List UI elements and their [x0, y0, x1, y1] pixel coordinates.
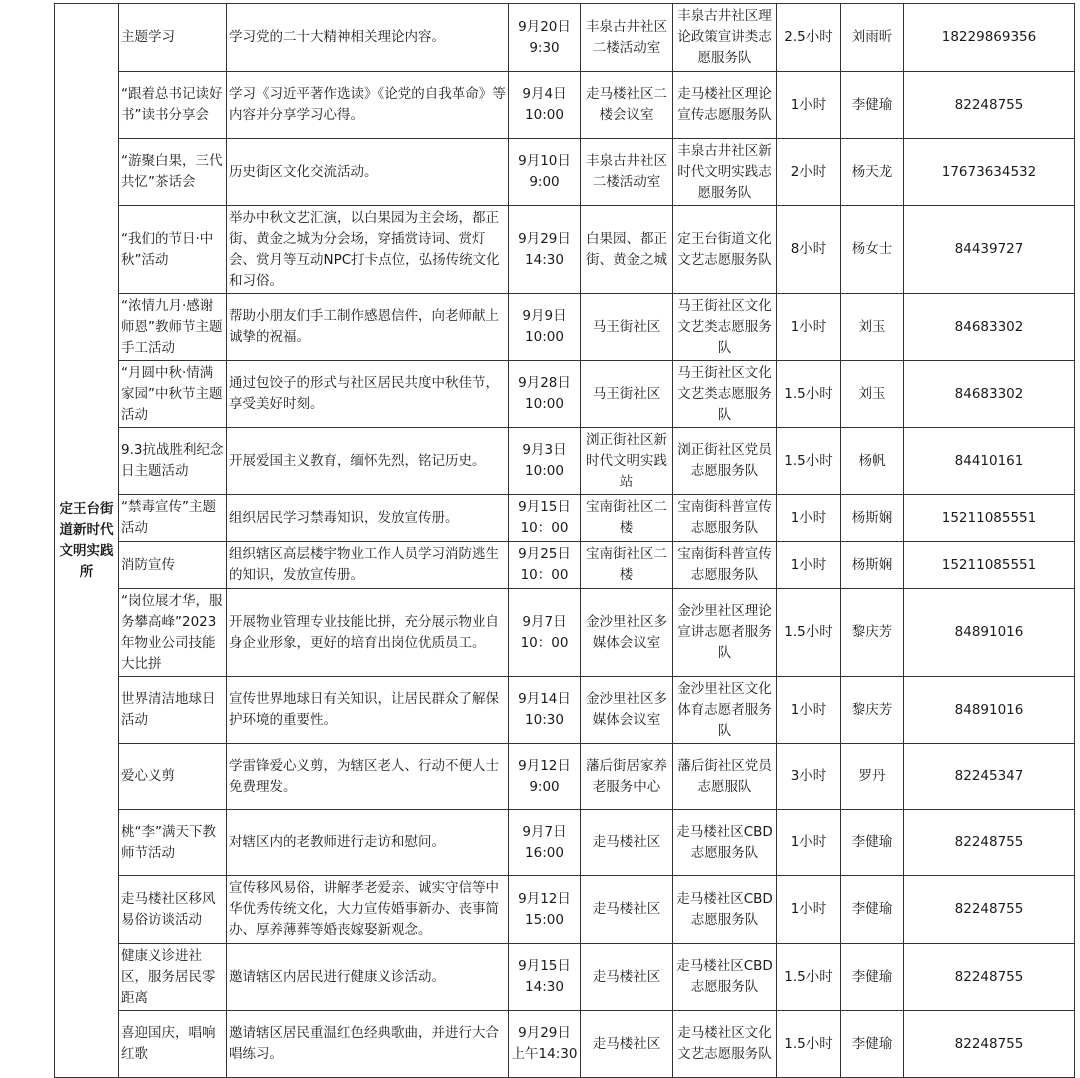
- volunteer-team: 丰泉古井社区理论政策宣讲类志愿服务队: [673, 4, 777, 72]
- activity-time: 9月7日 16:00: [509, 810, 581, 876]
- activity-duration: 8小时: [777, 206, 841, 294]
- activity-place: 走马楼社区二楼会议室: [581, 72, 673, 139]
- activity-title: 爱心义剪: [119, 744, 227, 810]
- contact-person: 罗丹: [841, 744, 904, 810]
- activity-place: 马王街社区: [581, 361, 673, 428]
- contact-person: 刘玉: [841, 294, 904, 361]
- activity-title: 健康义诊进社区，服务居民零距离: [119, 944, 227, 1011]
- activity-place: 丰泉古井社区二楼活动室: [581, 4, 673, 72]
- activity-time: 9月12日 9:00: [509, 744, 581, 810]
- activity-duration: 1小时: [777, 294, 841, 361]
- table-row: [55, 495, 1075, 542]
- volunteer-team: 浏正街社区党员志愿服务队: [673, 428, 777, 495]
- table-row: [55, 810, 1075, 876]
- table-row: [55, 744, 1075, 810]
- volunteer-team: 马王街社区文化文艺类志愿服务队: [673, 361, 777, 428]
- contact-person: 李健瑜: [841, 876, 904, 944]
- activity-duration: 1小时: [777, 542, 841, 589]
- activity-place: 走马楼社区: [581, 1011, 673, 1078]
- activity-description: 历史街区文化交流活动。: [227, 139, 509, 206]
- activity-title: 9.3抗战胜利纪念日主题活动: [119, 428, 227, 495]
- activity-place: 马王街社区: [581, 294, 673, 361]
- activity-time: 9月15日 10：00: [509, 495, 581, 542]
- activity-time: 9月25日 10：00: [509, 542, 581, 589]
- activity-description: 通过包饺子的形式与社区居民共度中秋佳节，享受美好时刻。: [227, 361, 509, 428]
- activity-schedule-table: [54, 3, 1075, 1078]
- activity-duration: 1.5小时: [777, 361, 841, 428]
- activity-description: 组织居民学习禁毒知识，发放宣传册。: [227, 495, 509, 542]
- volunteer-team: 定王台街道文化文艺志愿服务队: [673, 206, 777, 294]
- activity-time: 9月9日 10:00: [509, 294, 581, 361]
- activity-title: “岗位展才华，服务攀高峰”2023年物业公司技能大比拼: [119, 589, 227, 677]
- table-row: [55, 72, 1075, 139]
- activity-place: 浏正街社区新时代文明实践站: [581, 428, 673, 495]
- volunteer-team: 金沙里社区理论宣讲志愿者服务队: [673, 589, 777, 677]
- contact-phone: 82245347: [904, 744, 1075, 810]
- contact-person: 杨帆: [841, 428, 904, 495]
- activity-title: “月圆中秋·情满家园”中秋节主题活动: [119, 361, 227, 428]
- activity-place: 白果园、都正街、黄金之城: [581, 206, 673, 294]
- activity-title: “浓情九月·感谢师恩”教师节主题手工活动: [119, 294, 227, 361]
- contact-phone: 84891016: [904, 677, 1075, 744]
- volunteer-team: 宝南街科普宣传志愿服务队: [673, 495, 777, 542]
- volunteer-team: 走马楼社区CBD志愿服务队: [673, 944, 777, 1011]
- activity-title: 主题学习: [119, 4, 227, 72]
- activity-time: 9月15日 14:30: [509, 944, 581, 1011]
- activity-duration: 1.5小时: [777, 1011, 841, 1078]
- contact-person: 李健瑜: [841, 1011, 904, 1078]
- activity-time: 9月20日 9:30: [509, 4, 581, 72]
- activity-title: “我们的节日·中秋”活动: [119, 206, 227, 294]
- activity-description: 邀请辖区内居民进行健康义诊活动。: [227, 944, 509, 1011]
- activity-time: 9月28日 10:00: [509, 361, 581, 428]
- table-row: [55, 206, 1075, 294]
- volunteer-team: 走马楼社区CBD志愿服务队: [673, 876, 777, 944]
- contact-person: 杨斯娴: [841, 542, 904, 589]
- table-row: [55, 542, 1075, 589]
- activity-description: 举办中秋文艺汇演，以白果园为主会场，都正街、黄金之城为分会场，穿插赏诗词、赏灯会、赏月等互动NPC打卡点位，弘扬传统文化和习俗。: [227, 206, 509, 294]
- activity-description: 宣传世界地球日有关知识，让居民群众了解保护环境的重要性。: [227, 677, 509, 744]
- table-row: [55, 1011, 1075, 1078]
- table-row: [55, 361, 1075, 428]
- activity-title: 桃“李”满天下教师节活动: [119, 810, 227, 876]
- activity-place: 宝南街社区二楼: [581, 542, 673, 589]
- table-row: [55, 4, 1075, 72]
- activity-description: 帮助小朋友们手工制作感恩信件，向老师献上诚挚的祝福。: [227, 294, 509, 361]
- contact-phone: 15211085551: [904, 495, 1075, 542]
- contact-phone: 17673634532: [904, 139, 1075, 206]
- table-row: [55, 944, 1075, 1011]
- activity-place: 金沙里社区多媒体会议室: [581, 677, 673, 744]
- volunteer-team: 宝南街科普宣传志愿服务队: [673, 542, 777, 589]
- activity-title: “跟着总书记读好书”读书分享会: [119, 72, 227, 139]
- activity-place: 藩后街居家养老服务中心: [581, 744, 673, 810]
- contact-phone: 82248755: [904, 72, 1075, 139]
- contact-phone: 84683302: [904, 294, 1075, 361]
- table-row: [55, 876, 1075, 944]
- activity-place: 丰泉古井社区二楼活动室: [581, 139, 673, 206]
- activity-time: 9月14日 10:30: [509, 677, 581, 744]
- volunteer-team: 藩后街社区党员志愿服队: [673, 744, 777, 810]
- volunteer-team: 走马楼社区文化文艺志愿服务队: [673, 1011, 777, 1078]
- volunteer-team: 走马楼社区理论宣传志愿服务队: [673, 72, 777, 139]
- activity-description: 组织辖区高层楼宇物业工作人员学习消防逃生的知识，发放宣传册。: [227, 542, 509, 589]
- activity-duration: 1.5小时: [777, 589, 841, 677]
- activity-description: 对辖区内的老教师进行走访和慰问。: [227, 810, 509, 876]
- table-row: [55, 589, 1075, 677]
- contact-person: 杨女士: [841, 206, 904, 294]
- volunteer-team: 走马楼社区CBD志愿服务队: [673, 810, 777, 876]
- activity-description: 开展爱国主义教育，缅怀先烈，铭记历史。: [227, 428, 509, 495]
- activity-time: 9月7日 10：00: [509, 589, 581, 677]
- activity-title: 走马楼社区移风易俗访谈活动: [119, 876, 227, 944]
- activity-duration: 1小时: [777, 495, 841, 542]
- contact-person: 刘玉: [841, 361, 904, 428]
- contact-person: 黎庆芳: [841, 677, 904, 744]
- activity-duration: 1小时: [777, 677, 841, 744]
- volunteer-team: 马王街社区文化文艺类志愿服务队: [673, 294, 777, 361]
- activity-place: 走马楼社区: [581, 810, 673, 876]
- activity-time: 9月29日 14:30: [509, 206, 581, 294]
- activity-title: 消防宣传: [119, 542, 227, 589]
- contact-person: 李健瑜: [841, 810, 904, 876]
- contact-phone: 84683302: [904, 361, 1075, 428]
- contact-person: 李健瑜: [841, 944, 904, 1011]
- activity-place: 宝南街社区二楼: [581, 495, 673, 542]
- table-row: [55, 677, 1075, 744]
- activity-place: 走马楼社区: [581, 944, 673, 1011]
- activity-description: 邀请辖区居民重温红色经典歌曲，并进行大合唱练习。: [227, 1011, 509, 1078]
- activity-time: 9月4日 10:00: [509, 72, 581, 139]
- contact-phone: 82248755: [904, 810, 1075, 876]
- activity-title: 世界清洁地球日活动: [119, 677, 227, 744]
- table-row: [55, 294, 1075, 361]
- activity-description: 学习《习近平著作选读》《论党的自我革命》等内容并分享学习心得。: [227, 72, 509, 139]
- contact-phone: 84410161: [904, 428, 1075, 495]
- volunteer-team: 金沙里社区文化体育志愿者服务队: [673, 677, 777, 744]
- activity-time: 9月10日 9:00: [509, 139, 581, 206]
- activity-duration: 2.5小时: [777, 4, 841, 72]
- activity-duration: 1.5小时: [777, 428, 841, 495]
- activity-duration: 2小时: [777, 139, 841, 206]
- activity-place: 金沙里社区多媒体会议室: [581, 589, 673, 677]
- contact-phone: 15211085551: [904, 542, 1075, 589]
- table-row: [55, 428, 1075, 495]
- table-row: [55, 139, 1075, 206]
- activity-title: “禁毒宣传”主题活动: [119, 495, 227, 542]
- activity-title: “游聚白果，三代共忆”茶话会: [119, 139, 227, 206]
- contact-phone: 82248755: [904, 1011, 1075, 1078]
- contact-person: 杨斯娴: [841, 495, 904, 542]
- contact-person: 杨天龙: [841, 139, 904, 206]
- activity-duration: 1小时: [777, 810, 841, 876]
- activity-description: 学雷锋爱心义剪，为辖区老人、行动不便人士免费理发。: [227, 744, 509, 810]
- activity-time: 9月3日 10:00: [509, 428, 581, 495]
- activity-place: 走马楼社区: [581, 876, 673, 944]
- contact-phone: 82248755: [904, 876, 1075, 944]
- activity-time: 9月29日 上午14:30: [509, 1011, 581, 1078]
- contact-person: 黎庆芳: [841, 589, 904, 677]
- activity-duration: 1小时: [777, 876, 841, 944]
- activity-description: 开展物业管理专业技能比拼，充分展示物业自身企业形象，更好的培育出岗位优质员工。: [227, 589, 509, 677]
- contact-phone: 84891016: [904, 589, 1075, 677]
- organizer-cell: 定王台街道新时代文明实践所: [55, 4, 119, 1078]
- contact-person: 李健瑜: [841, 72, 904, 139]
- activity-duration: 1.5小时: [777, 944, 841, 1011]
- activity-description: 宣传移风易俗，讲解孝老爱亲、诚实守信等中华优秀传统文化，大力宣传婚事新办、丧事简办、厚养薄葬等婚丧嫁娶新观念。: [227, 876, 509, 944]
- activity-time: 9月12日 15:00: [509, 876, 581, 944]
- contact-person: 刘雨昕: [841, 4, 904, 72]
- activity-duration: 3小时: [777, 744, 841, 810]
- contact-phone: 18229869356: [904, 4, 1075, 72]
- contact-phone: 82248755: [904, 944, 1075, 1011]
- contact-phone: 84439727: [904, 206, 1075, 294]
- activity-description: 学习党的二十大精神相关理论内容。: [227, 4, 509, 72]
- activity-title: 喜迎国庆，唱响红歌: [119, 1011, 227, 1078]
- volunteer-team: 丰泉古井社区新时代文明实践志愿服务队: [673, 139, 777, 206]
- activity-duration: 1小时: [777, 72, 841, 139]
